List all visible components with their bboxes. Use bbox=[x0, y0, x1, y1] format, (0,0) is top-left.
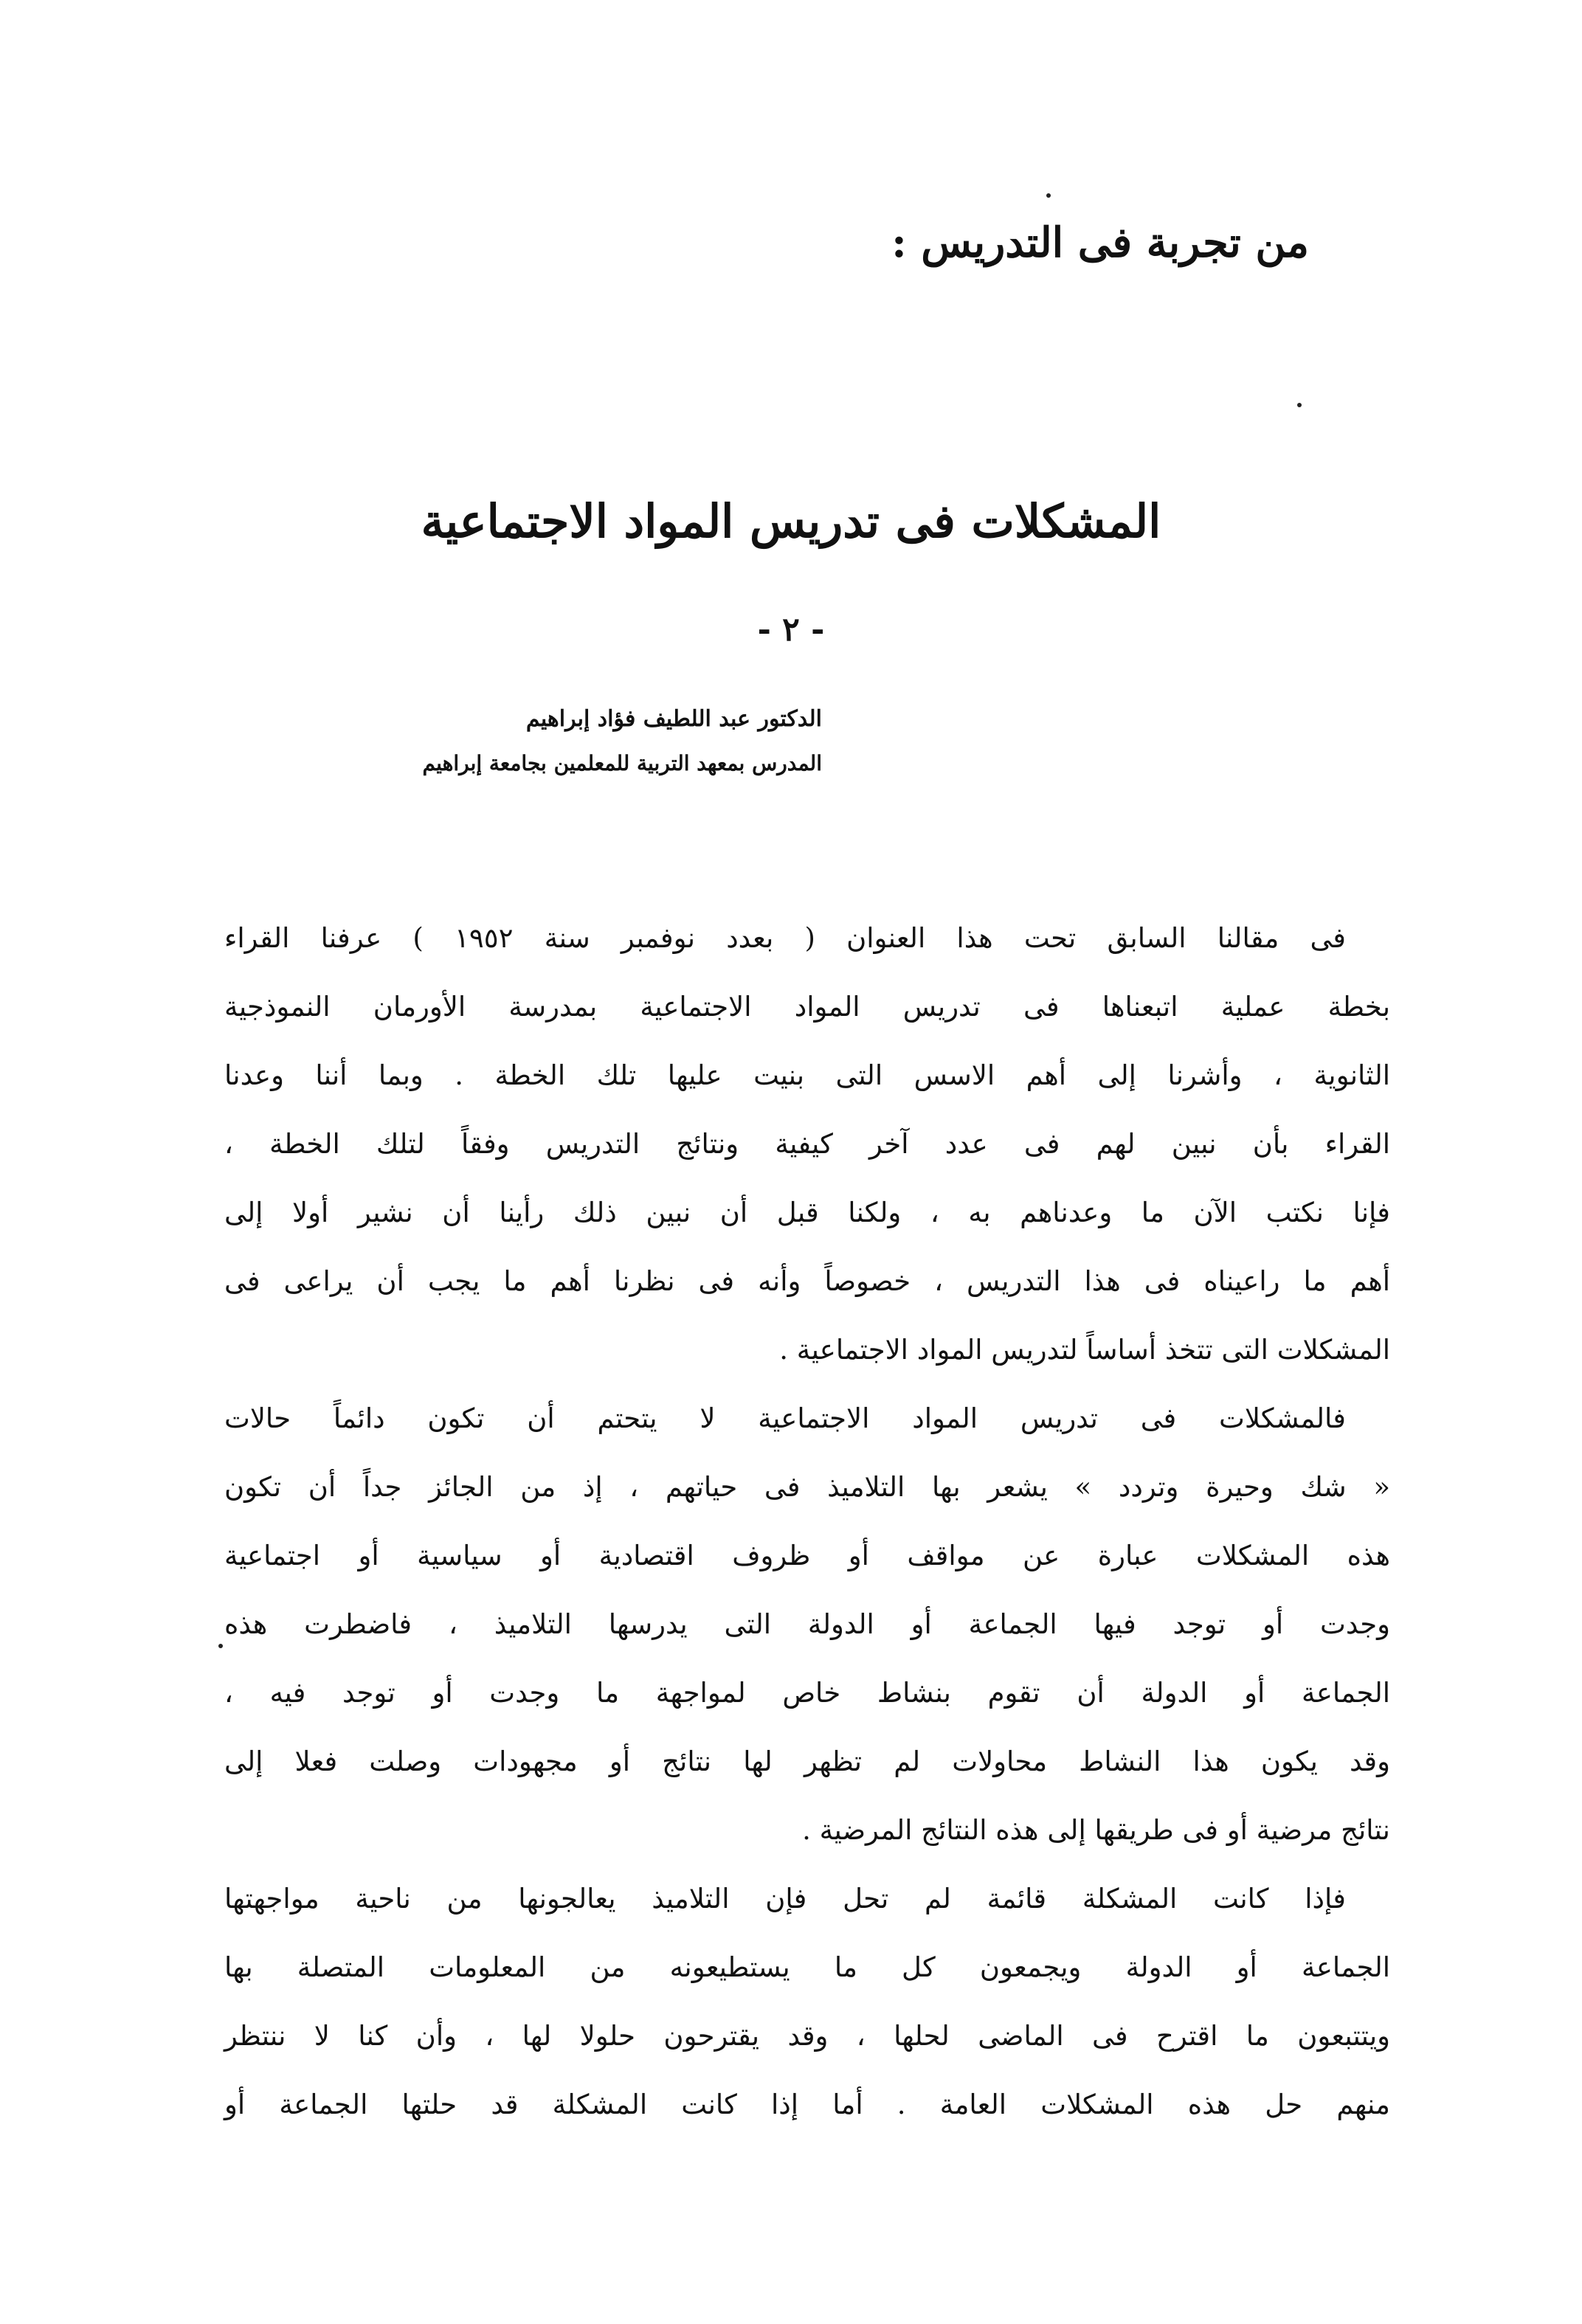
text-line: وقد يكون هذا النشاط محاولات لم تظهر لها نتائج أو مجهودات وصلت فعلا إلى bbox=[224, 1746, 1390, 1777]
paragraph-2 bbox=[224, 1384, 1390, 1864]
scan-speck bbox=[1046, 193, 1051, 198]
text-line: الثانوية ، وأشرنا إلى أهم الاسس التى بنيت عليها تلك الخطة . وبما أننا وعدنا bbox=[224, 1059, 1390, 1091]
author-affiliation: المدرس بمعهد التربية للمعلمين بجامعة إبراهيم bbox=[422, 751, 822, 775]
article-part-number: - ٢ - bbox=[757, 611, 825, 649]
text-line: هذه المشكلات عبارة عن مواقف أو ظروف اقتصادية أو سياسية أو اجتماعية bbox=[224, 1540, 1390, 1571]
paragraph-1 bbox=[224, 904, 1390, 1384]
text-line: منهم حل هذه المشكلات العامة . أما إذا كانت المشكلة قد حلتها الجماعة أو bbox=[224, 2089, 1390, 2120]
section-heading: من تجربة فى التدريس : bbox=[891, 218, 1309, 267]
text-line: ويتتبعون ما اقترح فى الماضى لحلها ، وقد يقترحون حلولا لها ، وأن كنا لا ننتظر bbox=[224, 2020, 1390, 2052]
text-line: فالمشكلات فى تدريس المواد الاجتماعية لا يتحتم أن تكون دائماً حالات bbox=[224, 1403, 1346, 1434]
paragraph-3 bbox=[224, 1864, 1390, 2139]
author-name: الدكتور عبد اللطيف فؤاد إبراهيم bbox=[525, 706, 822, 732]
article-body bbox=[224, 904, 1390, 2139]
text-line: فى مقالنا السابق تحت هذا العنوان ( بعدد نوفمبر سنة ١٩٥٢ ) عرفنا القراء bbox=[224, 922, 1346, 954]
text-line: نتائج مرضية أو فى طريقها إلى هذه النتائج المرضية . bbox=[802, 1814, 1390, 1846]
text-line: المشكلات التى تتخذ أساساً لتدريس المواد الاجتماعية . bbox=[779, 1334, 1390, 1366]
text-line: فإنا نكتب الآن ما وعدناهم به ، ولكنا قبل أن نبين ذلك رأينا أن نشير أولا إلى bbox=[224, 1197, 1390, 1228]
text-line: « شك وحيرة وتردد » يشعر بها التلاميذ فى حياتهم ، إذ من الجائز جداً أن تكون bbox=[224, 1471, 1390, 1503]
author-block bbox=[423, 697, 822, 786]
scan-speck bbox=[218, 1644, 223, 1648]
text-line: الجماعة أو الدولة أن تقوم بنشاط خاص لمواجهة ما وجدت أو توجد فيه ، bbox=[224, 1677, 1390, 1709]
text-line: الجماعة أو الدولة ويجمعون كل ما يستطيعونه من المعلومات المتصلة بها bbox=[224, 1951, 1390, 1983]
text-line: وجدت أو توجد فيها الجماعة أو الدولة التى يدرسها التلاميذ ، فاضطرت هذه bbox=[224, 1608, 1390, 1640]
text-line: فإذا كانت المشكلة قائمة لم تحل فإن التلاميذ يعالجونها من ناحية مواجهتها bbox=[224, 1883, 1346, 1915]
article-title: المشكلات فى تدريس المواد الاجتماعية bbox=[421, 494, 1161, 548]
text-line: أهم ما راعيناه فى هذا التدريس ، خصوصاً وأنه فى نظرنا أهم ما يجب أن يراعى فى bbox=[224, 1265, 1390, 1297]
text-line: بخطة عملية اتبعناها فى تدريس المواد الاجتماعية بمدرسة الأورمان النموذجية bbox=[224, 991, 1390, 1023]
scan-speck bbox=[1297, 403, 1302, 407]
text-line: القراء بأن نبين لهم فى عدد آخر كيفية ونتائج التدريس وفقاً لتلك الخطة ، bbox=[224, 1128, 1390, 1160]
